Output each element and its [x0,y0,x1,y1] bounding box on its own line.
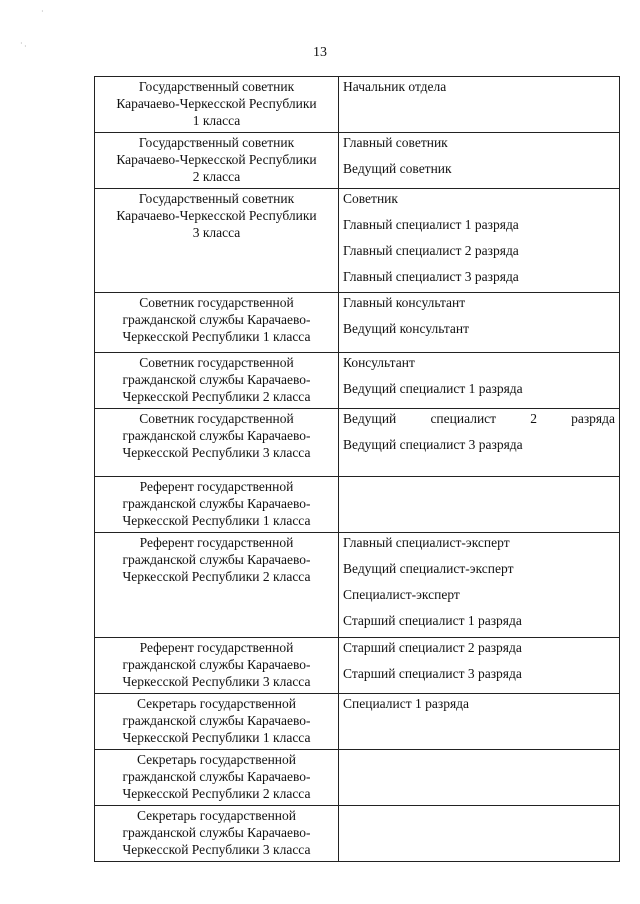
position-item: Главный советник [343,135,448,150]
class-rank-line: 2 класса [192,169,241,184]
scan-speck: · [41,7,44,16]
class-rank-line: Черкесской Республики 2 класса [122,569,311,584]
table-row [95,409,620,477]
class-rank-table [94,76,620,862]
class-rank-cell [95,477,339,533]
class-rank-line: Советник государственной [139,355,294,370]
class-rank-cell [95,409,339,477]
table-row [95,293,620,353]
class-rank-cell [95,353,339,409]
class-rank-line: Референт государственной [139,479,294,494]
position-item: Главный специалист-эксперт [343,535,510,550]
position-word: 2 [530,411,537,426]
position-word: разряда [571,411,615,426]
table-body [95,77,620,862]
positions-cell [339,477,620,533]
class-rank-line: Карачаево-Черкесской Республики [116,152,317,167]
class-rank-line: Государственный советник [138,191,295,206]
table-row [95,694,620,750]
class-rank-line: Карачаево-Черкесской Республики [116,96,317,111]
positions-cell [339,694,620,750]
table-row [95,353,620,409]
class-rank-line: Государственный советник [138,135,295,150]
position-item: Главный специалист 1 разряда [343,217,519,232]
position-item: Консультант [343,355,415,370]
scan-speck: · [24,42,27,51]
class-rank-cell [95,293,339,353]
class-rank-line: гражданской службы Карачаево- [122,769,311,784]
page-number: 13 [313,45,327,60]
table-row [95,750,620,806]
positions-cell [339,77,620,133]
class-rank-cell [95,806,339,862]
class-rank-cell [95,638,339,694]
class-rank-line: 1 класса [192,113,241,128]
positions-cell [339,750,620,806]
class-rank-line: Секретарь государственной [136,808,296,823]
class-rank-line: Секретарь государственной [136,752,296,767]
position-item: Главный специалист 2 разряда [343,243,519,258]
class-rank-line: гражданской службы Карачаево- [122,825,311,840]
positions-cell [339,806,620,862]
class-rank-line: Черкесской Республики 3 класса [122,842,311,857]
scan-speck: · [20,39,23,48]
position-item: Ведущий специалист-эксперт [343,561,514,576]
table-row [95,638,620,694]
positions-cell [339,533,620,638]
position-item: Ведущий специалист 3 разряда [343,437,523,452]
class-rank-line: Черкесской Республики 2 класса [122,786,311,801]
position-item [343,410,615,427]
table-row [95,477,620,533]
class-rank-line: Секретарь государственной [136,696,296,711]
class-rank-line: Советник государственной [139,295,294,310]
position-item: Ведущий консультант [343,321,470,336]
class-rank-line: Черкесской Республики 3 класса [122,445,311,460]
class-rank-line: Черкесской Республики 1 класса [122,730,311,745]
position-item: Главный специалист 3 разряда [343,269,519,284]
table-row [95,189,620,293]
class-rank-cell [95,750,339,806]
class-rank-line: Черкесской Республики 2 класса [122,389,311,404]
positions-cell [339,409,620,477]
class-rank-line: Государственный советник [138,79,295,94]
position-item: Специалист-эксперт [343,587,460,602]
table-row [95,533,620,638]
position-item: Главный консультант [343,295,466,310]
class-rank-cell [95,189,339,293]
table-row [95,133,620,189]
class-rank-line: Референт государственной [139,535,294,550]
class-rank-line: Референт государственной [139,640,294,655]
class-rank-line: гражданской службы Карачаево- [122,552,311,567]
table-row [95,806,620,862]
class-rank-line: гражданской службы Карачаево- [122,713,311,728]
position-item: Старший специалист 2 разряда [343,640,522,655]
class-rank-line: гражданской службы Карачаево- [122,372,311,387]
class-rank-line: гражданской службы Карачаево- [122,428,311,443]
position-item: Старший специалист 3 разряда [343,666,522,681]
positions-cell [339,353,620,409]
class-rank-line: Черкесской Республики 1 класса [122,329,311,344]
class-rank-cell [95,77,339,133]
position-item: Специалист 1 разряда [343,696,470,711]
position-item: Старший специалист 1 разряда [343,613,522,628]
class-rank-line: 3 класса [192,225,241,240]
positions-cell [339,293,620,353]
class-rank-line: гражданской службы Карачаево- [122,312,311,327]
position-item: Начальник отдела [343,79,447,94]
class-rank-cell [95,694,339,750]
position-item: Ведущий советник [343,161,452,176]
positions-cell [339,189,620,293]
position-item: Советник [343,191,398,206]
class-rank-cell [95,533,339,638]
class-rank-line: Карачаево-Черкесской Республики [116,208,317,223]
positions-cell [339,638,620,694]
positions-cell [339,133,620,189]
position-item: Ведущий специалист 1 разряда [343,381,523,396]
position-word: специалист [430,411,497,426]
position-word: Ведущий [343,411,397,426]
class-rank-line: Советник государственной [139,411,294,426]
table-row [95,77,620,133]
class-rank-line: Черкесской Республики 3 класса [122,674,311,689]
class-rank-line: Черкесской Республики 1 класса [122,513,311,528]
class-rank-line: гражданской службы Карачаево- [122,657,311,672]
class-rank-line: гражданской службы Карачаево- [122,496,311,511]
class-rank-cell [95,133,339,189]
